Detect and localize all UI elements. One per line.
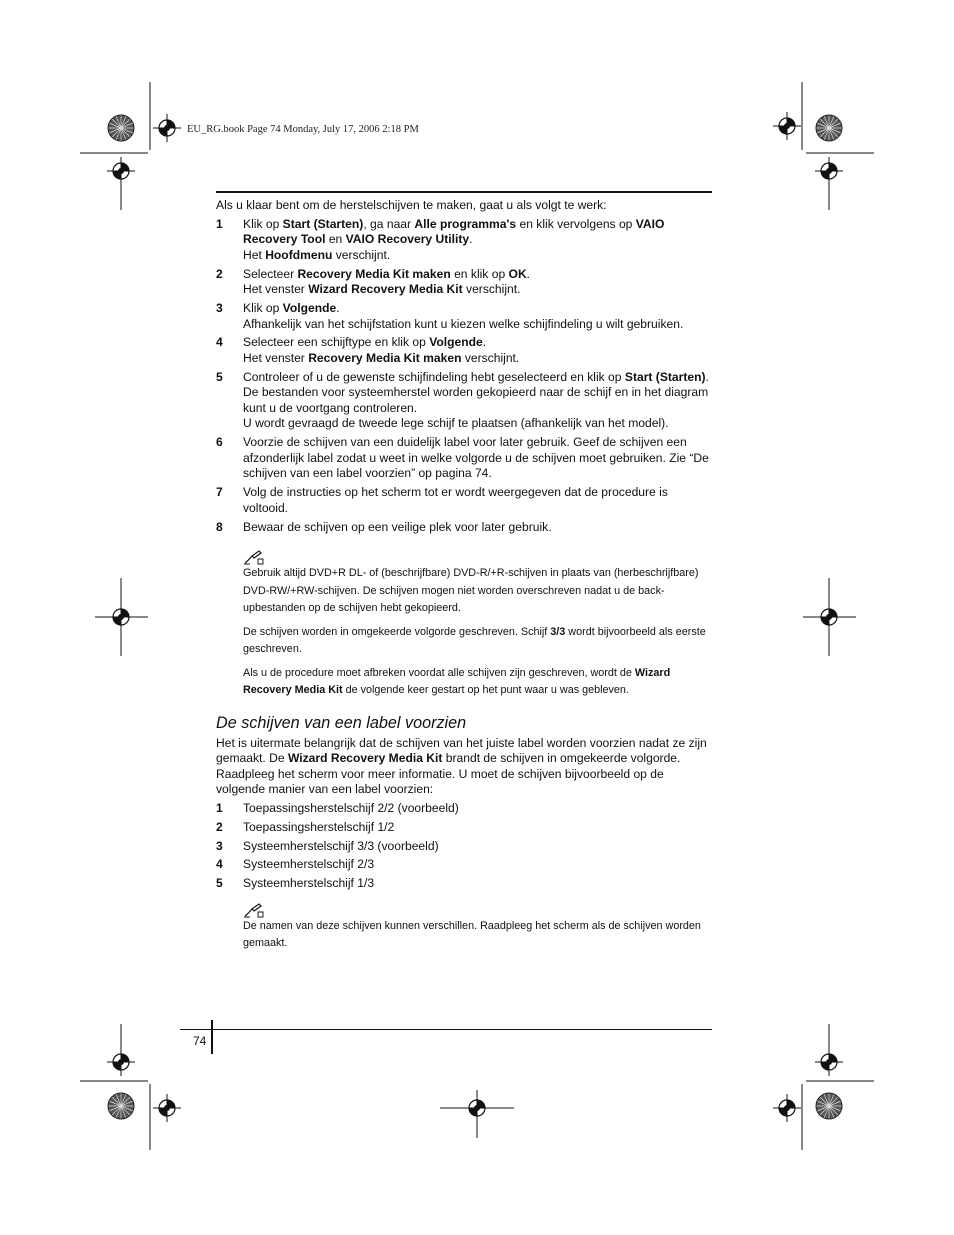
vaio-tool-term: VAIO Recovery Tool xyxy=(243,216,665,247)
step-item xyxy=(216,267,712,298)
text: , ga naar xyxy=(363,216,415,231)
all-programs-term: Alle programma's xyxy=(414,216,517,231)
text: Selecteer xyxy=(243,266,298,281)
text: en klik op xyxy=(450,266,509,281)
step-number: 1 xyxy=(216,216,223,231)
text: Selecteer een schijftype en klik op xyxy=(243,335,430,350)
text: Als u de procedure moet afbreken voordat alle schijven zijn geschreven, wordt de xyxy=(243,666,635,679)
create-kit-term: Recovery Media Kit maken xyxy=(297,266,451,281)
text: . xyxy=(482,335,487,350)
note-block xyxy=(243,549,712,700)
text: wordt bijvoorbeeld als eerste geschreven. xyxy=(243,625,706,656)
text: en klik vervolgens op xyxy=(516,216,636,231)
main-menu-term: Hoofdmenu xyxy=(265,247,333,262)
step-number: 4 xyxy=(216,335,223,350)
step-number: 2 xyxy=(216,819,223,834)
page-content xyxy=(216,198,712,953)
wizard-term: Wizard Recovery Media Kit xyxy=(243,666,671,697)
bottom-rule xyxy=(180,1029,712,1030)
text: Het xyxy=(243,247,266,262)
next-term: Volgende xyxy=(429,335,483,350)
start-menu-term: Start (Starten) xyxy=(282,216,364,231)
step-item xyxy=(216,839,712,855)
step-number: 3 xyxy=(216,300,223,315)
step-text: Voorzie de schijven van een duidelijk label voor later gebruik. Geef de schijven een afzonderlijk label zodat u weet in welke volgorde u de schijven moet gebruiken. Zie “De schijven van een label voorzien” op pagina 74. xyxy=(243,435,709,481)
step-number: 3 xyxy=(216,838,223,853)
step-text xyxy=(243,267,712,298)
bottom-vertical-rule xyxy=(211,1020,213,1054)
step-item xyxy=(216,520,712,536)
step-text xyxy=(243,217,712,264)
create-kit-term: Recovery Media Kit maken xyxy=(308,350,462,365)
text: De schijven worden in omgekeerde volgorde geschreven. Schijf xyxy=(243,625,551,638)
step-number: 1 xyxy=(216,801,223,816)
step-item xyxy=(216,301,712,332)
recovery-steps xyxy=(216,217,712,536)
start-term: Start (Starten) xyxy=(624,369,706,384)
step-text: Systeemherstelschijf 1/3 xyxy=(243,876,375,891)
step-text xyxy=(243,301,712,332)
step-item xyxy=(216,820,712,836)
note-paragraph xyxy=(243,665,712,700)
step-text xyxy=(243,370,712,432)
text: Klik op xyxy=(243,300,283,315)
step-number: 2 xyxy=(216,266,223,281)
step-item xyxy=(216,876,712,892)
note-block xyxy=(243,902,712,953)
label-steps xyxy=(216,801,712,892)
step-item xyxy=(216,485,712,516)
section-paragraph xyxy=(216,736,712,798)
text: De bestanden voor systeemherstel worden gekopieerd naar de schijf en in het diagram kunt u de voortgang controleren. xyxy=(243,385,709,415)
step-number: 4 xyxy=(216,857,223,872)
pencil-note-icon xyxy=(243,902,265,918)
page-number: 74 xyxy=(193,1034,207,1048)
note-paragraph: Gebruik altijd DVD+R DL- of (beschrijfbare) DVD-R/+R-schijven in plaats van (herbeschrijfbare) DVD-RW/+RW-schijven. De schijven mogen niet worden overschreven nadat u de back-upbestanden op de schijven hebt gekopieerd. xyxy=(243,567,699,615)
step-text: Toepassingsherstelschijf 2/2 (voorbeeld) xyxy=(243,801,459,816)
step-text: Systeemherstelschijf 2/3 xyxy=(243,857,375,872)
step-number: 6 xyxy=(216,435,223,450)
intro-text: Als u klaar bent om de herstelschijven te maken, gaat u als volgt te werk: xyxy=(216,198,607,212)
text: . xyxy=(705,369,709,384)
step-text: Bewaar de schijven op een veilige plek voor later gebruik. xyxy=(243,519,552,534)
text: Het is uitermate belangrijk dat de schijven van het juiste label worden voorzien nadat ze zijn gemaakt. De xyxy=(216,735,707,766)
step-item xyxy=(216,335,712,366)
step-text: Toepassingsherstelschijf 1/2 xyxy=(243,819,395,834)
text: . xyxy=(336,300,340,315)
step-number: 7 xyxy=(216,485,223,500)
text: Het venster xyxy=(243,350,309,365)
next-term: Volgende xyxy=(282,300,337,315)
step-item xyxy=(216,370,712,432)
step-number: 5 xyxy=(216,369,223,384)
step-number: 5 xyxy=(216,876,223,891)
disc-number: 3/3 xyxy=(550,625,566,638)
wizard-term: Wizard Recovery Media Kit xyxy=(308,282,463,297)
wizard-term: Wizard Recovery Media Kit xyxy=(287,751,443,766)
step-number: 8 xyxy=(216,519,223,534)
step-item xyxy=(216,801,712,817)
text: verschijnt. xyxy=(461,350,520,365)
step-text: Volg de instructies op het scherm tot er wordt weergegeven dat de procedure is voltooid. xyxy=(243,485,668,515)
text: U wordt gevraagd de tweede lege schijf te plaatsen (afhankelijk van het model). xyxy=(243,416,669,431)
vaio-utility-term: VAIO Recovery Utility xyxy=(345,232,470,247)
text: . xyxy=(526,266,531,281)
step-text: Systeemherstelschijf 3/3 (voorbeeld) xyxy=(243,838,439,853)
note-paragraph xyxy=(243,624,712,659)
text: de volgende keer gestart op het punt waar u was gebleven. xyxy=(342,684,629,697)
step-text xyxy=(243,335,712,366)
pencil-note-icon xyxy=(243,549,265,565)
section-title: De schijven van een label voorzien xyxy=(216,713,467,732)
step-item xyxy=(216,217,712,264)
step-item xyxy=(216,435,712,482)
text: Controleer of u de gewenste schijfindeling hebt geselecteerd en klik op xyxy=(243,369,625,384)
note-paragraph: De namen van deze schijven kunnen verschillen. Raadpleeg het scherm als de schijven worden gemaakt. xyxy=(243,919,701,950)
text: en xyxy=(325,232,346,247)
text: Klik op xyxy=(243,216,283,231)
book-slug: EU_RG.book Page 74 Monday, July 17, 2006 2:18 PM xyxy=(187,124,419,135)
top-rule xyxy=(216,191,712,193)
text: Het venster xyxy=(243,282,309,297)
ok-term: OK xyxy=(508,266,527,281)
step-item xyxy=(216,857,712,873)
text: Afhankelijk van het schijfstation kunt u kiezen welke schijfindeling u wilt gebruiken. xyxy=(243,316,684,331)
text: . xyxy=(469,232,473,247)
text: verschijnt. xyxy=(462,282,521,297)
text: brandt de schijven in omgekeerde volgorde. Raadpleeg het scherm voor meer informatie. U moet de schijven bijvoorbeeld op de volgende manier van een label voorzien: xyxy=(216,751,681,797)
text: verschijnt. xyxy=(332,247,391,262)
